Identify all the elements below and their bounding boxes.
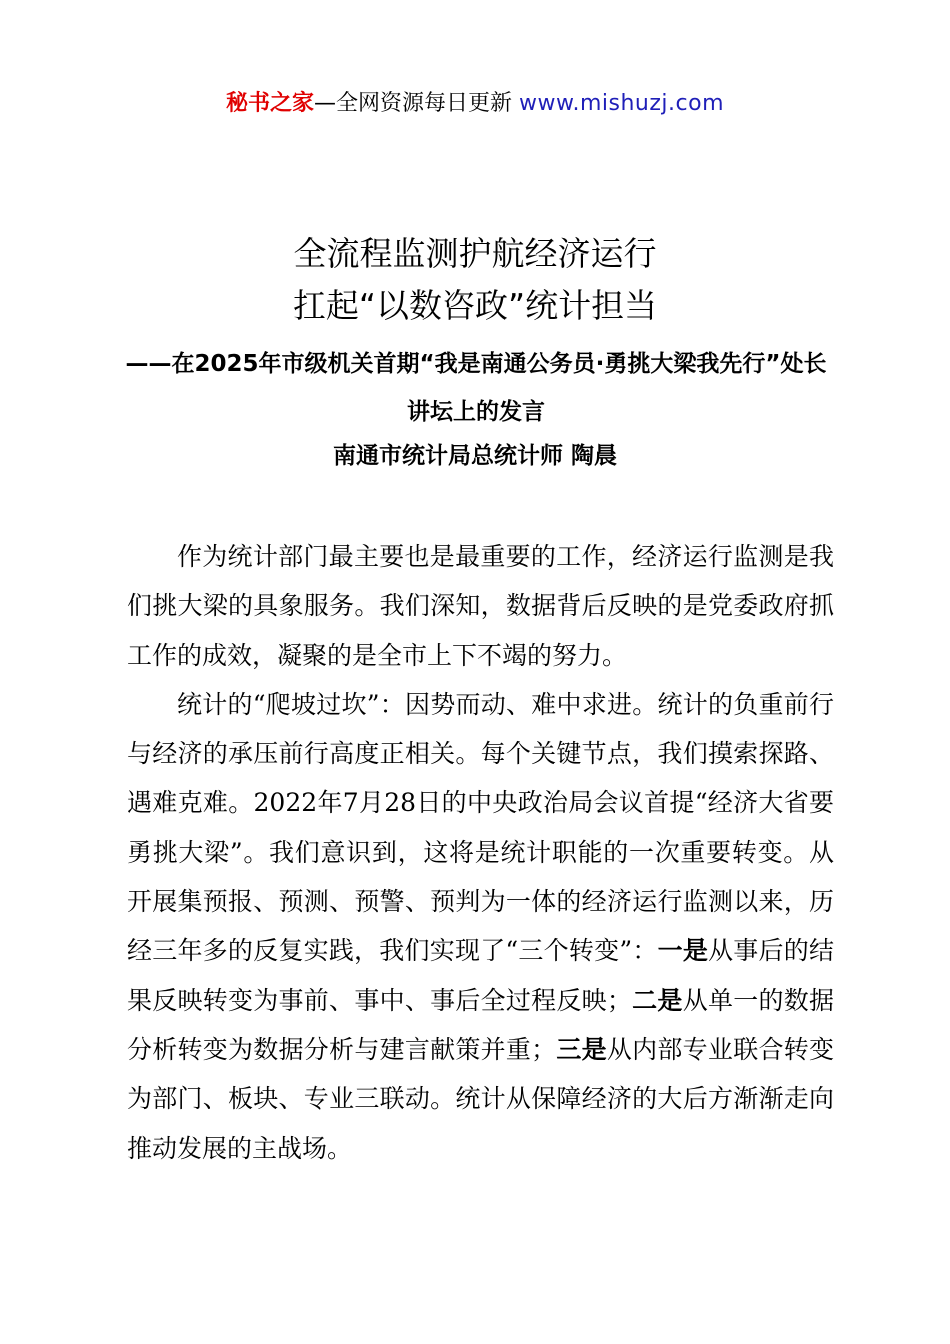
- lead-label-3: 三是: [556, 1034, 607, 1064]
- paragraph-1: 作为统计部门最主要也是最重要的工作，经济运行监测是我们挑大梁的具象服务。我们深知，数据背后反映的是党委政府抓工作的成效，凝聚的是全市上下不竭的努力。: [127, 542, 834, 670]
- list-item-1: 从事后的结果反映转变为事前、事中、事后全过程反映；: [127, 936, 834, 1015]
- paragraph-2: [127, 680, 834, 1173]
- list-item-3: 从内部专业联合转变为部门、板块、专业三联动。统计从保障经济的大后方渐渐走向推动发展的主战场。: [127, 1034, 834, 1163]
- document-subtitle: ——在2025年市级机关首期“我是南通公务员·勇挑大梁我先行”处长讲坛上的发言: [125, 351, 827, 425]
- lead-label-2: 二是: [631, 985, 683, 1015]
- document-author: 南通市统计局总统计师 陶晨: [332, 443, 617, 469]
- title-line-1: 全流程监测护航经济运行: [293, 234, 657, 273]
- site-brand: 秘书之家: [225, 91, 314, 116]
- site-tagline: —全网资源每日更新: [314, 91, 513, 116]
- list-item-2: 从单一的数据分析转变为数据分析与建言献策并重；: [127, 985, 834, 1064]
- site-header: [0, 86, 950, 122]
- document-body: [127, 532, 834, 1173]
- site-url-link[interactable]: www.mishuzj.com: [519, 91, 724, 116]
- title-line-2: 扛起“以数咨政”统计担当: [292, 286, 658, 325]
- document-title: [0, 228, 950, 332]
- lead-label-1: 一是: [657, 936, 709, 966]
- paragraph-2-intro: 统计的“爬坡过坎”：因势而动、难中求进。统计的负重前行与经济的承压前行高度正相关。每个关键节点，我们摸索探路、遇难克难。2022年7月28日的中央政治局会议首提“经济大省要勇挑大梁”。我们意识到，这将是统计职能的一次重要转变。从开展集预报、预测、预警、预判为一体的经济运行监测以来，历经三年多的反复实践，我们实现了“三个转变”：: [127, 689, 834, 966]
